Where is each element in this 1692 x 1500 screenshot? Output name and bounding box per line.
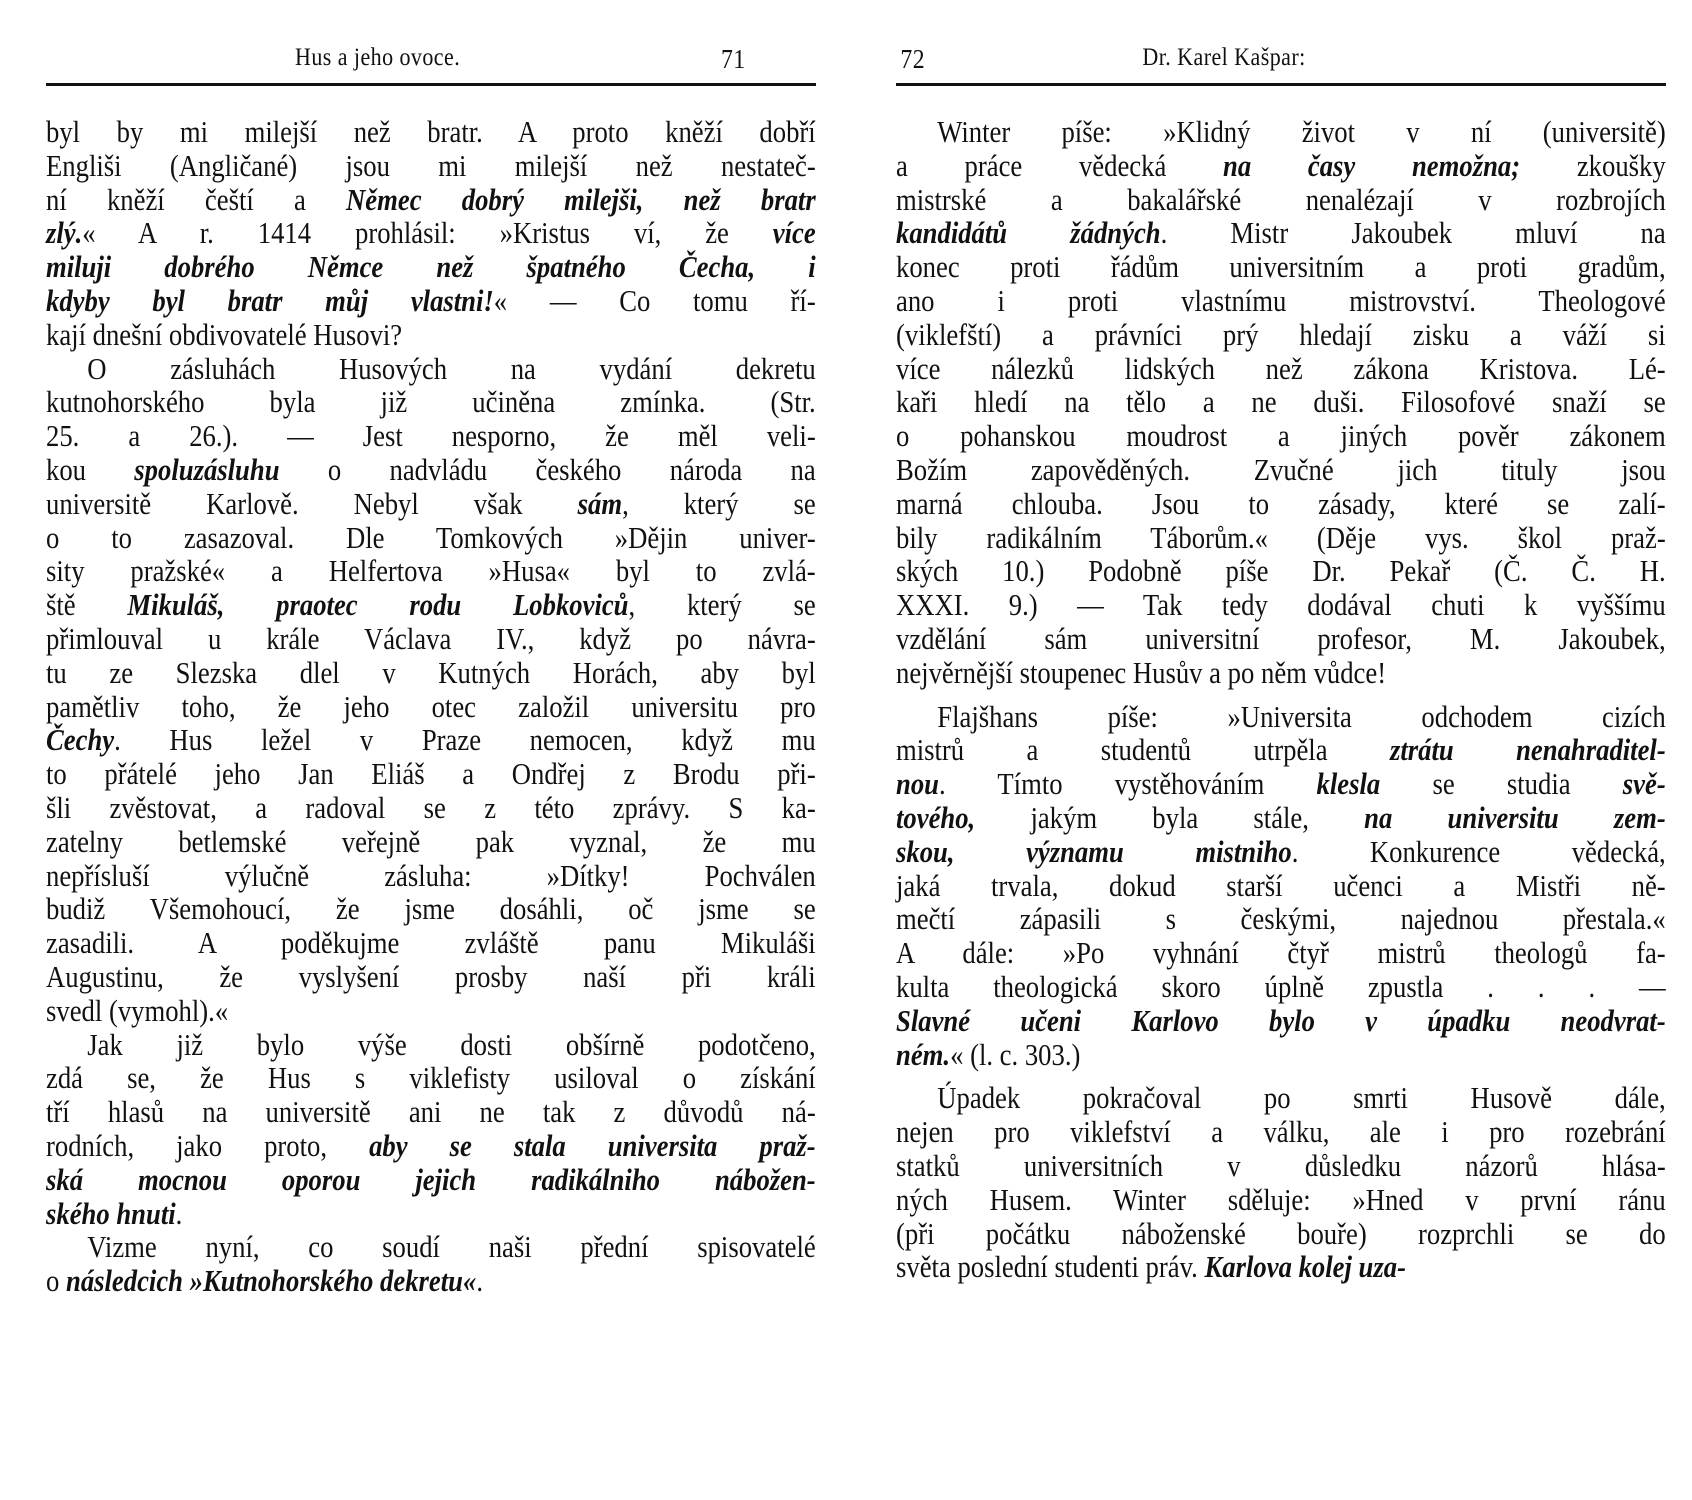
- text-line: ská mocnou oporou jejich radikálniho nábožen-: [46, 1161, 816, 1197]
- header-rule: [896, 83, 1666, 86]
- text-line: kdyby byl bratr můj vlastni!« — Co tomu ří-: [46, 282, 816, 318]
- text-line: kutnohorského byla již učiněna zmínka. (Str.: [46, 384, 816, 420]
- text-line: Slavné učeni Karlovo bylo v úpadku neodvrat-: [896, 1002, 1666, 1038]
- text-line: o pohanskou moudrost a jiných pověr zákonem: [896, 418, 1666, 454]
- text-line: Winter píše: »Klidný život v ní (universitě): [937, 114, 1666, 149]
- text-line: ských 10.) Podobně píše Dr. Pekař (Č. Č. H.: [896, 553, 1666, 589]
- text-line: ano i proti vlastnímu mistrovství. Theologové: [896, 282, 1666, 318]
- running-head: [46, 44, 846, 80]
- text-line: budiž Všemohoucí, že jsme dosáhli, oč jsme se: [46, 891, 816, 927]
- page-body: [46, 115, 816, 1298]
- text-line: přimlouval u krále Václava IV., když po návra-: [46, 620, 816, 656]
- text-line: ných Husem. Winter sděluje: »Hned v první ránu: [896, 1181, 1666, 1217]
- text-line: zatelny betlemské veřejně pak vyznal, že mu: [46, 823, 816, 859]
- text-line: A dále: »Po vyhnání čtyř mistrů theologů fa-: [896, 935, 1666, 971]
- text-line: kou spoluzásluhu o nadvládu českého národa na: [46, 451, 816, 487]
- page-body: [896, 115, 1666, 1284]
- text-line: bily radikálním Táborům.« (Děje vys. škol praž-: [896, 519, 1666, 555]
- text-line: šli zvěstovat, a radoval se z této zprávy. S ka-: [46, 789, 816, 825]
- text-line: Augustinu, že vyslyšení prosby naší při králi: [46, 958, 816, 994]
- text-line: o následcich »Kutnohorského dekretu«.: [46, 1263, 483, 1299]
- text-line: (viklefští) a právníci prý hledají zisku a váží si: [896, 316, 1666, 352]
- text-line: svedl (vymohl).«: [46, 992, 229, 1028]
- page-number: 72: [900, 44, 926, 74]
- text-line: nou. Tímto vystěhováním klesla se studia svě-: [896, 766, 1666, 802]
- text-line: tu ze Slezska dlel v Kutných Horách, aby byl: [46, 654, 816, 690]
- running-title: Hus a jeho ovoce.: [295, 44, 461, 71]
- text-line: nejen pro viklefství a válku, ale i pro rozebrání: [896, 1114, 1666, 1150]
- text-line: světa poslední studenti práv. Karlova kolej uza-: [896, 1249, 1406, 1285]
- text-line: kají dnešní obdivovatelé Husovi?: [46, 316, 403, 352]
- text-line: kulta theologická skoro úplně zpustla . . . —: [896, 968, 1666, 1004]
- text-line: XXXI. 9.) — Tak tedy dodával chuti k vyššímu: [896, 587, 1666, 623]
- text-line: Engliši (Angličané) jsou mi milejší než nestateč-: [46, 147, 816, 183]
- text-line: a práce vědecká na časy nemožna; zkoušky: [896, 147, 1666, 183]
- text-line: více nálezků lidských než zákona Kristova. Lé-: [896, 350, 1666, 386]
- text-line: ště Mikuláš, praotec rodu Lobkoviců, který se: [46, 587, 816, 623]
- text-line: mistrské a bakalářské nenalézají v rozbrojích: [896, 181, 1666, 217]
- text-line: tří hlasů na universitě ani ne tak z důvodů ná-: [46, 1094, 816, 1130]
- running-title: Dr. Karel Kašpar:: [1142, 44, 1306, 71]
- text-line: vzdělání sám universitní profesor, M. Jakoubek,: [896, 620, 1666, 656]
- header-rule: [46, 83, 816, 86]
- text-line: pamětliv toho, že jeho otec založil universitu pro: [46, 688, 816, 724]
- running-head: [896, 44, 1692, 80]
- text-line: Vizme nyní, co soudí naši přední spisovatelé: [87, 1229, 816, 1265]
- text-line: ského hnuti.: [46, 1195, 183, 1231]
- text-line: ní kněží čeští a Němec dobrý milejši, než bratr: [46, 181, 816, 217]
- text-line: Úpadek pokračoval po smrti Husově dále,: [937, 1080, 1666, 1116]
- text-line: Jak již bylo výše dosti obšírně podotčeno,: [87, 1026, 816, 1062]
- text-line: (při počátku náboženské bouře) rozprchli se do: [896, 1215, 1666, 1251]
- text-line: statků universitních v důsledku názorů hlása-: [896, 1147, 1666, 1183]
- text-line: zdá se, že Hus s viklefisty usiloval o získání: [46, 1060, 816, 1096]
- page-number: 71: [720, 44, 746, 74]
- text-line: mistrů a studentů utrpěla ztrátu nenahraditel-: [896, 732, 1666, 768]
- text-line: tového, jakým byla stále, na universitu zem-: [896, 799, 1666, 835]
- text-line: Čechy. Hus ležel v Praze nemocen, když mu: [46, 722, 816, 758]
- text-line: mečtí zápasili s českými, najednou přestala.«: [896, 901, 1666, 937]
- text-line: nejvěrnější stoupenec Husův a po něm vůdce!: [896, 654, 1387, 690]
- text-line: kandidátů žádných. Mistr Jakoubek mluví na: [896, 215, 1666, 251]
- text-line: Flajšhans píše: »Universita odchodem cizích: [937, 698, 1666, 734]
- text-line: konec proti řádům universitním a proti gradům,: [896, 249, 1666, 285]
- text-line: to přátelé jeho Jan Eliáš a Ondřej z Brodu při-: [46, 756, 816, 792]
- text-line: kaři hledí na tělo a ne duši. Filosofové snaží se: [896, 384, 1666, 420]
- text-line: Božím zapověděných. Zvučné jich tituly jsou: [896, 451, 1666, 487]
- text-line: zlý.« A r. 1414 prohlásil: »Kristus ví, že více: [46, 215, 816, 251]
- text-line: o to zasazoval. Dle Tomkových »Dějin univer-: [46, 519, 816, 555]
- text-line: universitě Karlově. Nebyl však sám, který se: [46, 485, 816, 521]
- text-line: miluji dobrého Němce než špatného Čecha, i: [46, 249, 816, 285]
- text-line: sity pražské« a Helfertova »Husa« byl to zvlá-: [46, 553, 816, 589]
- text-line: O zásluhách Husových na vydání dekretu: [87, 350, 816, 386]
- text-line: skou, významu mistniho. Konkurence vědecká,: [896, 833, 1666, 869]
- text-line: jaká trvala, dokud starší učenci a Mistři ně-: [896, 867, 1666, 903]
- text-line: nepřísluší výlučně zásluha: »Dítky! Pochválen: [46, 857, 816, 893]
- text-line: 25. a 26.). — Jest nesporno, že měl veli-: [46, 418, 816, 454]
- text-line: rodních, jako proto, aby se stala universita praž-: [46, 1127, 816, 1163]
- text-line: marná chlouba. Jsou to zásady, které se zalí-: [896, 485, 1666, 521]
- text-line: ném.« (l. c. 303.): [896, 1036, 1081, 1072]
- text-line: zasadili. A poděkujme zvláště panu Mikuláši: [46, 925, 816, 961]
- text-line: byl by mi milejší než bratr. A proto kněží dobří: [46, 114, 816, 149]
